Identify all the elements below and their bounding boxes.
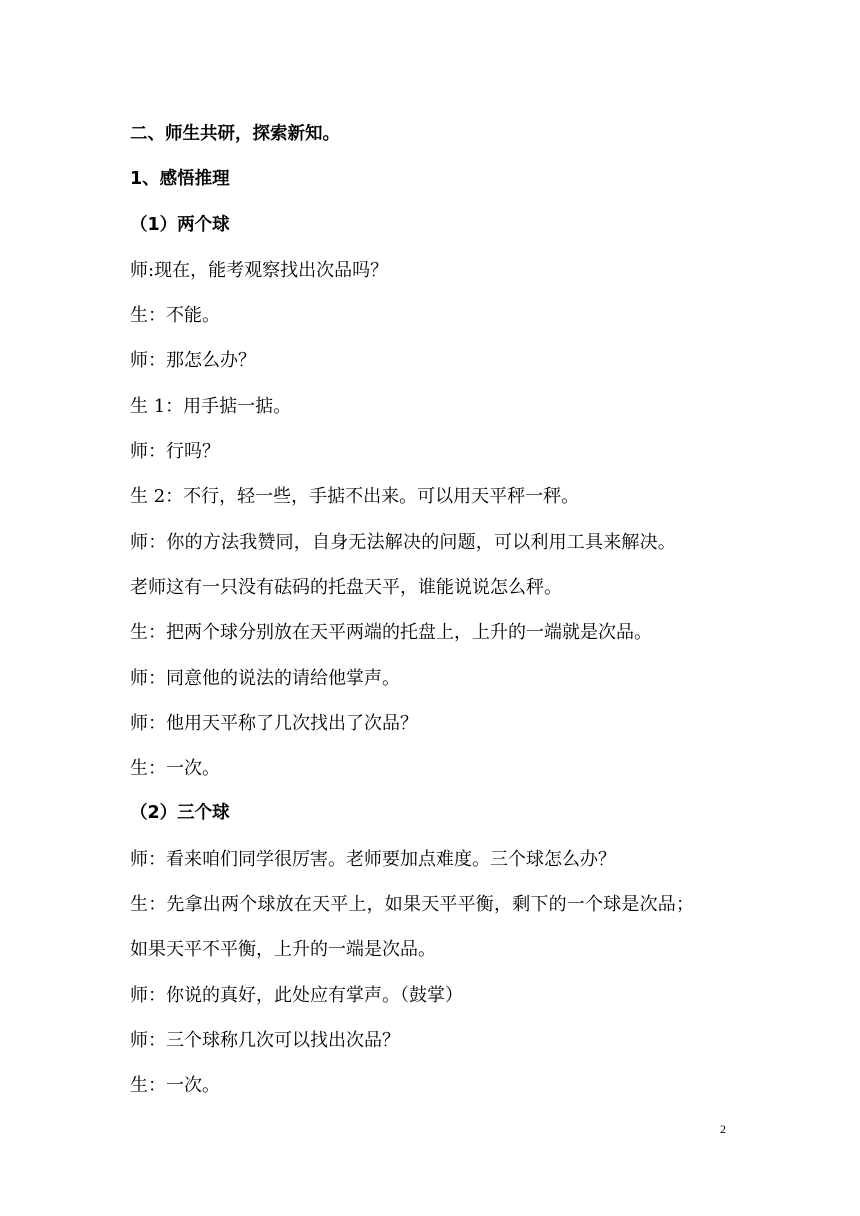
case-heading-three-balls: （2）三个球 — [130, 803, 230, 824]
case-heading-two-balls: （1）两个球 — [130, 214, 230, 235]
page-number: 2 — [720, 1122, 726, 1136]
dialogue-line: 师：看来咱们同学很厉害。老师要加点难度。三个球怎么办？ — [130, 848, 616, 870]
dialogue-line: 生：一次。 — [130, 1075, 220, 1097]
dialogue-line: 师：行吗？ — [130, 441, 220, 463]
dialogue-line: 师：你的方法我赞同，自身无法解决的问题，可以利用工具来解决。 — [130, 531, 676, 553]
dialogue-line: 生：不能。 — [130, 305, 220, 327]
document-body — [130, 112, 740, 1109]
dialogue-line: 老师这有一只没有砝码的托盘天平，谁能说说怎么秤。 — [130, 576, 562, 598]
dialogue-line: 师：同意他的说法的请给他掌声。 — [130, 667, 400, 689]
dialogue-line: 生：一次。 — [130, 758, 220, 780]
dialogue-line: 生：把两个球分别放在天平两端的托盘上，上升的一端就是次品。 — [130, 622, 652, 644]
dialogue-line: 师：那怎么办？ — [130, 350, 256, 372]
dialogue-line: 师：三个球称几次可以找出次品？ — [130, 1029, 400, 1051]
dialogue-line: 生：先拿出两个球放在天平上，如果天平平衡，剩下的一个球是次品； — [130, 894, 695, 916]
dialogue-line: 师：他用天平称了几次找出了次品？ — [130, 712, 418, 734]
subsection-heading: 1、感悟推理 — [130, 169, 230, 190]
section-heading: 二、师生共研，探索新知。 — [130, 124, 340, 144]
dialogue-line: 师：你说的真好，此处应有掌声。（鼓掌） — [130, 984, 463, 1006]
dialogue-line: 师:现在，能考观察找出次品吗？ — [130, 259, 389, 281]
dialogue-line: 生 1：用手掂一掂。 — [130, 395, 292, 417]
dialogue-line: 如果天平不平衡，上升的一端是次品。 — [130, 939, 436, 961]
dialogue-line: 生 2：不行，轻一些，手掂不出来。可以用天平秤一秤。 — [130, 486, 580, 508]
